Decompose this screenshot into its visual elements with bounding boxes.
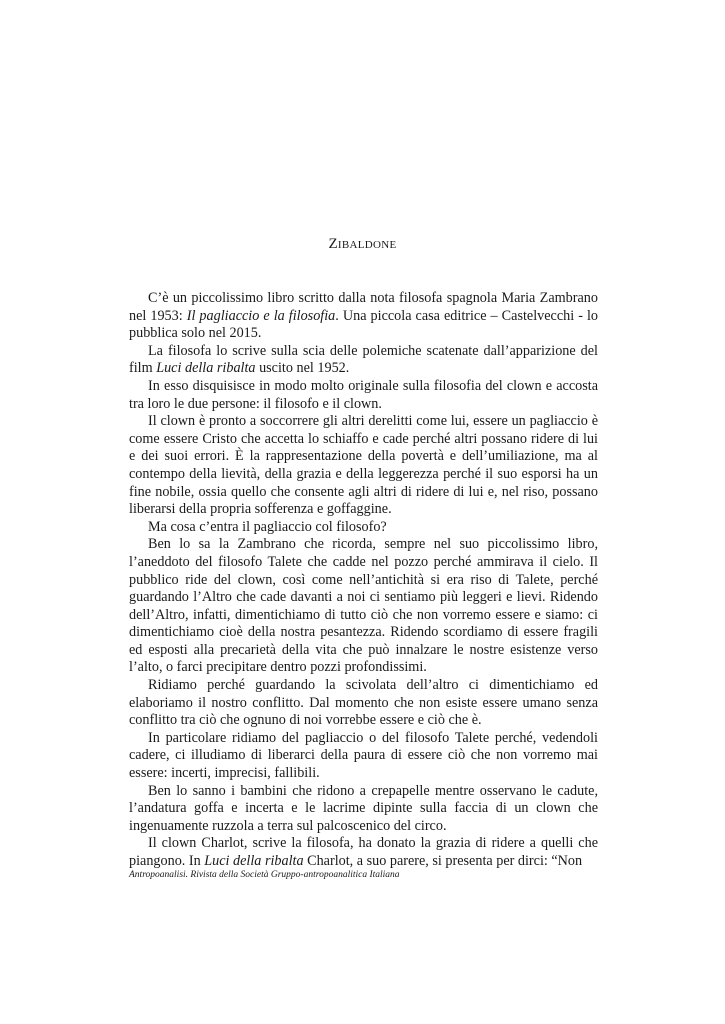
paragraph <box>129 413 598 519</box>
paragraph <box>129 835 598 870</box>
paragraph-text: Charlot, a suo parere, si presenta per dirci: “Non <box>303 853 583 869</box>
paragraph-text: Ben lo sanno i bambini che ridono a crepapelle mentre osservano le cadute, l’andatura goffa e incerta e le lacrime dipinte sulla faccia di un clown che ingenuamente ruzzola a terra sul palcoscenico del circo. <box>129 782 598 834</box>
paragraph-text: C’è un piccolissimo libro scritto dalla nota filosofa spagnola Maria Zambrano nel 1953: <box>129 290 598 324</box>
page-title: Zibaldone <box>328 236 397 252</box>
running-footer: Antropoanalisi. Rivista della Società Gruppo-antropoanalitica Italiana <box>129 870 400 880</box>
italic-title-text: Luci della ribalta <box>204 853 304 869</box>
paragraph <box>129 677 598 730</box>
italic-title-text: Il pagliaccio e la filosofia <box>186 307 336 324</box>
paragraph <box>129 536 598 677</box>
paragraph <box>129 519 598 537</box>
paragraph-text: . Una piccola casa editrice – Castelvecchi - lo pubblica solo nel 2015. <box>129 307 598 342</box>
paragraph-text: In esso disquisisce in modo molto originale sulla filosofia del clown e accosta tra loro le due persone: il filosofo e il clown. <box>129 377 598 412</box>
paragraph <box>129 290 598 343</box>
paragraph <box>129 730 598 783</box>
paragraph-text: Ben lo sa la Zambrano che ricorda, sempre nel suo piccolissimo libro, l’aneddoto del filosofo Talete che cadde nel pozzo perché ammirava il cielo. Il pubblico ride del clown, così come nell’antichità si era riso di Talete, perché guardando l’Altro che cade davanti a noi ci sentiamo più leggeri e lievi. Ridendo dell’Altro, infatti, dimentichiamo di tutto ciò che non vorremo essere e siamo: ci dimentichiamo cioè della nostra pesantezza. Ridendo scordiamo di essere fragili ed esposti alla precarietà della vita che può innalzare le nostre esistenze verso l’alto, o farci precipitare dentro pozzi profondissimi. <box>129 536 598 676</box>
paragraph-text: Il clown è pronto a soccorrere gli altri derelitti come lui, essere un pagliaccio è come essere Cristo che accetta lo schiaffo e cade perché altri possano ridere di lui e dei suoi errori. È la rappresentazione della povertà e dell’umiliazione, ma al contempo della lievità, della grazia e della leggerezza perché il suo esporsi ha un fine nobile, ossia quello che consente agli altri di ridere di lui e, nel riso, possano liberarsi della propria sofferenza e goffaggine. <box>129 413 598 518</box>
paragraph-text: uscito nel 1952. <box>255 360 350 377</box>
paragraph <box>129 343 598 378</box>
article-body <box>129 290 598 871</box>
italic-title-text: Luci della ribalta <box>156 360 256 377</box>
paragraph-text: Ridiamo perché guardando la scivolata dell’altro ci dimentichiamo ed elaboriamo il nostro conflitto. Dal momento che non esiste essere umano senza conflitto tra ciò che ognuno di noi vorrebbe essere e ciò che è. <box>129 677 598 729</box>
paragraph-text: Ma cosa c’entra il pagliaccio col filosofo? <box>148 518 387 535</box>
paragraph <box>129 783 598 836</box>
paragraph-text: In particolare ridiamo del pagliaccio o del filosofo Talete perché, vedendoli cadere, ci illudiamo di liberarci della paura di essere ciò che non vorremo mai essere: incerti, imprecisi, fallibili. <box>129 729 598 782</box>
paragraph-text: Il clown Charlot, scrive la filosofa, ha donato la grazia di ridere a quelli che piangono. In <box>129 835 598 869</box>
paragraph-text: La filosofa lo scrive sulla scia delle polemiche scatenate dall’apparizione del film <box>129 342 598 377</box>
paragraph <box>129 378 598 413</box>
